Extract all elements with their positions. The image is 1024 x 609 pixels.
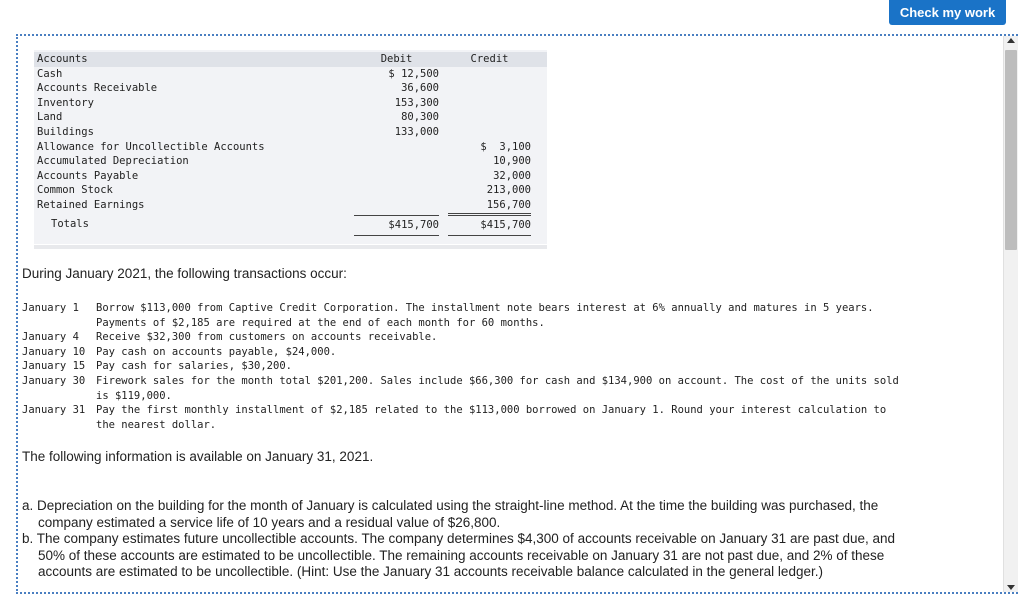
credit-value: 32,000 bbox=[493, 169, 531, 182]
account-name: Buildings bbox=[37, 126, 94, 138]
scrollbar-thumb[interactable] bbox=[1005, 50, 1017, 250]
debit-value: 133,000 bbox=[394, 126, 439, 138]
table-header-row bbox=[34, 52, 547, 67]
vertical-scrollbar[interactable] bbox=[1003, 36, 1018, 592]
table-row bbox=[34, 125, 547, 140]
credit-value: 213,000 bbox=[486, 184, 531, 197]
check-my-work-button[interactable]: Check my work bbox=[889, 0, 1006, 25]
header-credit: Credit bbox=[470, 53, 509, 65]
header-debit: Debit bbox=[380, 53, 413, 65]
info-text: The following information is available on January 31, 2021. bbox=[22, 449, 374, 464]
transaction-date: January 15 bbox=[22, 360, 86, 373]
debit-value: 36,600 bbox=[401, 82, 439, 95]
transaction-item bbox=[22, 403, 902, 432]
account-name: Common Stock bbox=[37, 184, 113, 197]
transaction-item bbox=[22, 359, 902, 374]
transaction-item bbox=[22, 374, 902, 403]
table-row bbox=[34, 198, 547, 213]
transaction-text: Pay the first monthly installment of $2,185 related to the $113,000 borrowed on January 1. Round your interest calculation to the nearest dollar. bbox=[96, 404, 887, 431]
transaction-date: January 10 bbox=[22, 345, 86, 358]
table-row bbox=[34, 96, 547, 111]
totals-row bbox=[34, 217, 547, 232]
totals-label: Totals bbox=[51, 218, 89, 230]
scroll-down-arrow-icon[interactable] bbox=[1007, 585, 1015, 590]
transaction-date: January 30 bbox=[22, 374, 86, 387]
table-row bbox=[34, 67, 547, 82]
problem-content bbox=[18, 36, 1003, 592]
table-row bbox=[34, 169, 547, 184]
adjustment-item: a. Depreciation on the building for the month of January is calculated using the straight-line method. At the time the building was purchased, the company estimated a service life of 10 years and a residual value of $26,800. bbox=[22, 498, 879, 530]
debit-value: 153,300 bbox=[394, 96, 439, 109]
credit-value: 156,700 bbox=[448, 198, 531, 214]
totals-debit-value: $415,700 bbox=[388, 219, 439, 231]
transaction-text: Receive $32,300 from customers on accounts receivable. bbox=[96, 331, 438, 344]
transaction-text: Borrow $113,000 from Captive Credit Corporation. The installment note bears interest at 6% annually and matures in 5 years. Payments of $2,185 are required at the end of each month for 60 months. bbox=[96, 302, 874, 329]
table-row bbox=[34, 183, 547, 198]
trial-balance-table bbox=[34, 50, 547, 244]
totals-credit-value: $415,700 bbox=[480, 219, 531, 231]
transaction-item bbox=[22, 301, 902, 330]
transaction-text: Pay cash for salaries, $30,200. bbox=[96, 360, 292, 373]
debit-value: $ 12,500 bbox=[388, 67, 439, 80]
transaction-item bbox=[22, 330, 902, 345]
account-name: Allowance for Uncollectible Accounts bbox=[37, 140, 265, 153]
adjustments-list bbox=[22, 498, 902, 581]
account-name: Retained Earnings bbox=[37, 199, 145, 211]
table-divider bbox=[34, 245, 547, 249]
transaction-date: January 1 bbox=[22, 302, 79, 314]
totals-debit bbox=[354, 215, 439, 236]
adjustment-item: b. The company estimates future uncollectible accounts. The company determines $4,300 of accounts receivable on January 31 are past due, and 50% of these accounts are estimated to be uncollectible. The remaining accounts receivable on January 31 are not past due, and 2% of these accounts are estimated to be uncollectible. (Hint: Use the January 31 accounts receivable balance calculated in the general ledger.) bbox=[22, 531, 896, 579]
account-name: Cash bbox=[37, 67, 63, 80]
account-name: Accounts Payable bbox=[37, 169, 139, 182]
table-row bbox=[34, 110, 547, 125]
table-row bbox=[34, 81, 547, 96]
account-name: Accumulated Depreciation bbox=[37, 155, 189, 168]
transaction-text: Firework sales for the month total $201,200. Sales include $66,300 for cash and $134,900 on account. The cost of the units sold is $119,000. bbox=[96, 374, 899, 402]
header-accounts: Accounts bbox=[37, 53, 88, 65]
table-row bbox=[34, 154, 547, 169]
account-name: Accounts Receivable bbox=[37, 82, 158, 95]
table-row bbox=[34, 140, 547, 155]
intro-text: During January 2021, the following transactions occur: bbox=[22, 266, 347, 281]
credit-value: $ 3,100 bbox=[480, 140, 531, 153]
transaction-item bbox=[22, 345, 902, 360]
debit-value: 80,300 bbox=[401, 111, 439, 124]
account-name: Land bbox=[37, 111, 63, 124]
totals-credit bbox=[448, 215, 531, 236]
scroll-up-arrow-icon[interactable] bbox=[1007, 38, 1015, 43]
transaction-date: January 4 bbox=[22, 331, 79, 344]
transaction-date: January 31 bbox=[22, 404, 86, 417]
credit-value: 10,900 bbox=[493, 155, 531, 168]
transactions-list bbox=[22, 301, 902, 432]
account-name: Inventory bbox=[37, 96, 94, 109]
transaction-text: Pay cash on accounts payable, $24,000. bbox=[96, 345, 337, 358]
problem-scroll-frame[interactable] bbox=[16, 34, 1018, 594]
